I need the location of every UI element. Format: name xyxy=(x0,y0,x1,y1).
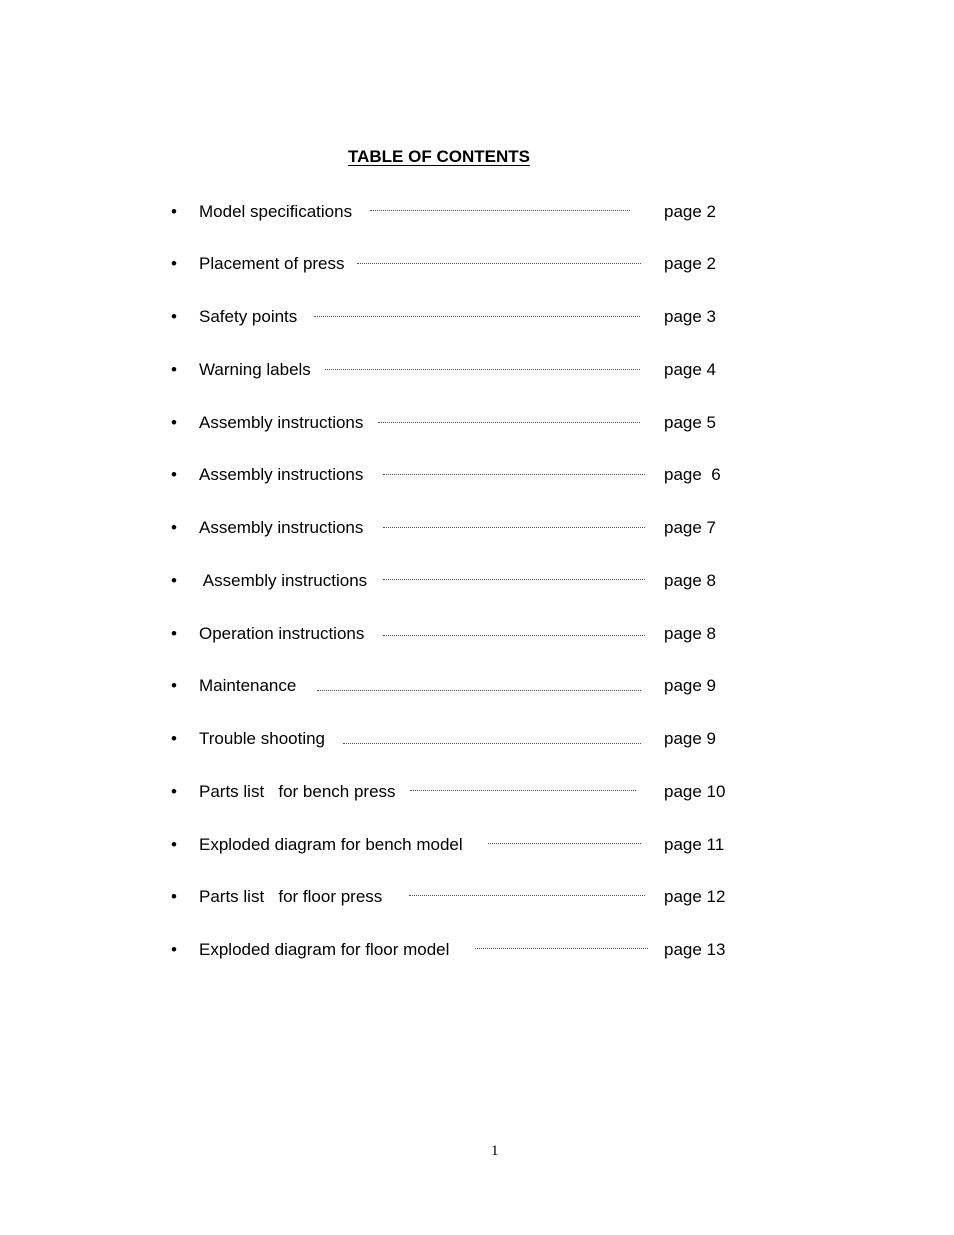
bullet-icon: • xyxy=(171,887,177,906)
page-title: TABLE OF CONTENTS xyxy=(348,147,530,166)
bullet-icon: • xyxy=(171,729,177,748)
toc-entry xyxy=(0,515,954,541)
toc-entry-label: Safety points xyxy=(199,307,298,326)
toc-entry-page: page 12 xyxy=(664,887,726,906)
toc-entry-page: page 8 xyxy=(664,571,716,590)
toc-entry-label: Assembly instructions xyxy=(199,518,364,537)
dot-leader xyxy=(325,369,640,370)
dot-leader xyxy=(383,635,645,636)
toc-entry xyxy=(0,832,954,858)
bullet-icon: • xyxy=(171,518,177,537)
toc-entry-page: page 13 xyxy=(664,940,726,959)
toc-entry xyxy=(0,568,954,594)
toc-entry-page: page 8 xyxy=(664,624,716,643)
dot-leader xyxy=(343,743,641,744)
toc-entry-page: page 6 xyxy=(664,465,721,484)
toc-entry xyxy=(0,937,954,963)
bullet-icon: • xyxy=(171,202,177,221)
toc-entry-label: Parts list for floor press xyxy=(199,887,383,906)
toc-entry-page: page 5 xyxy=(664,413,716,432)
toc-entry-page: page 2 xyxy=(664,254,716,273)
toc-entry-label: Model specifications xyxy=(199,202,353,221)
toc-entry xyxy=(0,621,954,647)
bullet-icon: • xyxy=(171,624,177,643)
bullet-icon: • xyxy=(171,360,177,379)
toc-entry-label: Placement of press xyxy=(199,254,345,273)
dot-leader xyxy=(383,527,645,528)
toc-entry xyxy=(0,779,954,805)
dot-leader xyxy=(383,579,645,580)
toc-entry-page: page 9 xyxy=(664,729,716,748)
bullet-icon: • xyxy=(171,465,177,484)
dot-leader xyxy=(317,690,641,691)
bullet-icon: • xyxy=(171,254,177,273)
dot-leader xyxy=(357,263,641,264)
dot-leader xyxy=(378,422,640,423)
toc-entry xyxy=(0,251,954,277)
toc-entry-page: page 10 xyxy=(664,782,726,801)
toc-entry-label: Assembly instructions xyxy=(199,465,364,484)
toc-entry xyxy=(0,726,954,752)
dot-leader xyxy=(314,316,640,317)
toc-entry-page: page 7 xyxy=(664,518,716,537)
toc-entry-label: Operation instructions xyxy=(199,624,365,643)
bullet-icon: • xyxy=(171,413,177,432)
dot-leader xyxy=(409,895,645,896)
toc-entry-label: Parts list for bench press xyxy=(199,782,396,801)
toc-entry-page: page 2 xyxy=(664,202,716,221)
toc-entry xyxy=(0,199,954,225)
toc-entry xyxy=(0,884,954,910)
dot-leader xyxy=(475,948,648,949)
dot-leader xyxy=(410,790,636,791)
toc-entry-page: page 11 xyxy=(664,835,725,854)
toc-entry-label: Assembly instructions xyxy=(199,571,368,590)
toc-entry-label: Exploded diagram for bench model xyxy=(199,835,463,854)
toc-entry xyxy=(0,673,954,699)
toc-entry-label: Assembly instructions xyxy=(199,413,364,432)
toc-entry-page: page 9 xyxy=(664,676,716,695)
toc-entry xyxy=(0,304,954,330)
bullet-icon: • xyxy=(171,571,177,590)
toc-entry-label: Maintenance xyxy=(199,676,297,695)
dot-leader xyxy=(488,843,641,844)
bullet-icon: • xyxy=(171,307,177,326)
dot-leader xyxy=(383,474,645,475)
toc-entry xyxy=(0,410,954,436)
toc-entry xyxy=(0,357,954,383)
bullet-icon: • xyxy=(171,782,177,801)
toc-entry xyxy=(0,462,954,488)
toc-entry-page: page 3 xyxy=(664,307,716,326)
bullet-icon: • xyxy=(171,676,177,695)
bullet-icon: • xyxy=(171,940,177,959)
toc-entry-label: Warning labels xyxy=(199,360,311,379)
bullet-icon: • xyxy=(171,835,177,854)
toc-entry-label: Trouble shooting xyxy=(199,729,326,748)
dot-leader xyxy=(370,210,630,211)
toc-entry-page: page 4 xyxy=(664,360,716,379)
page-number: 1 xyxy=(491,1143,499,1159)
toc-entry-label: Exploded diagram for floor model xyxy=(199,940,450,959)
